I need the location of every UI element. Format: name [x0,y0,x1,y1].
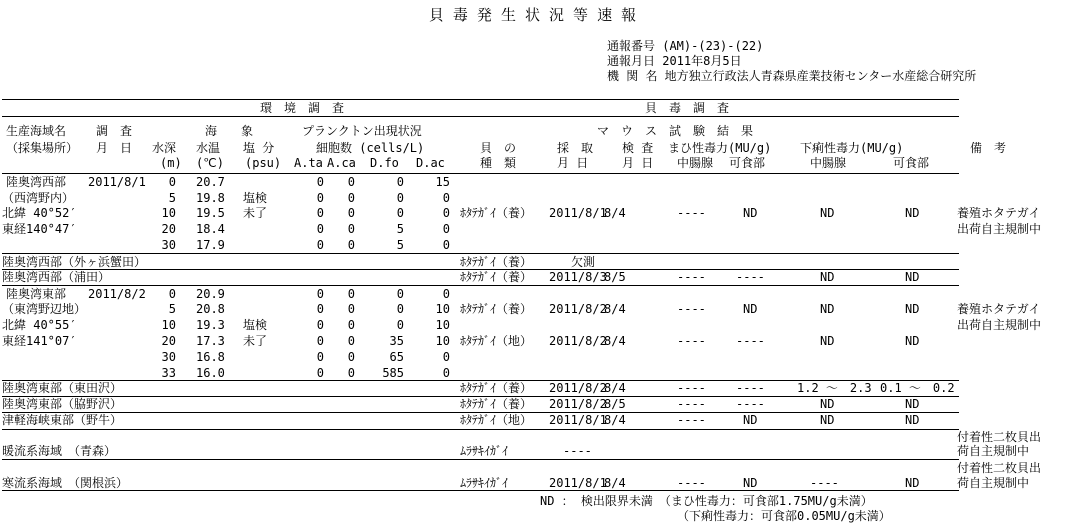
table-cell: ND [820,397,835,411]
table-cell: 0 [347,302,355,316]
table-cell: ---- [677,397,706,411]
header-top-line [2,99,959,100]
table-cell: ---- [677,302,706,316]
table-cell: 塩検 [243,191,268,205]
table-cell: 0 [347,334,355,348]
table-cell: ---- [677,381,706,395]
depth-unit: (m) [160,156,182,170]
table-cell: 20.7 [196,175,225,189]
table-cell: 陸奥湾東部 [6,287,67,301]
table-cell: 0 [396,287,404,301]
table-cell: ---- [677,334,706,348]
table-cell: 0 [396,302,404,316]
table-cell: 東経140°47′ [2,222,77,236]
table-cell: 5 [168,302,176,316]
table-cell: ND [905,334,920,348]
table-cell: 0 [347,350,355,364]
cells-header: 細胞数 (cells/L) [316,141,425,155]
sampling-header: 採 取 [557,141,594,155]
table-cell: 0 [316,318,324,332]
table-cell: 付着性二枚貝出 [957,430,1042,444]
table-cell: 0 [316,366,324,380]
site-header: （採集場所） [6,141,79,155]
table-cell: 0 [442,238,450,252]
table-cell: 8/4 [604,476,626,490]
table-cell: 陸奥湾西部（外ヶ浜蟹田） [2,255,147,269]
page-title: 貝 毒 発 生 状 況 等 速 報 [428,6,637,24]
table-cell: 19.8 [196,191,225,205]
table-cell: ---- [736,381,765,395]
table-cell: 陸奥湾西部（浦田） [2,270,111,284]
table-cell: ND [743,302,758,316]
table-cell: 陸奥湾東部（東田沢） [2,381,123,395]
table-cell: 2011/8/1 [549,413,607,427]
ata-header: A.ta [294,156,323,170]
row-separator [2,285,959,286]
table-cell: ﾎﾀﾃｶﾞｲ（養） [460,270,533,284]
test-header: 検 査 [622,141,654,155]
row-separator [2,459,959,460]
table-cell: 19.3 [196,318,225,332]
table-cell: 0 [316,175,324,189]
table-cell: 0 [442,222,450,236]
table-cell: 暖流系海域 （青森） [2,444,117,458]
table-cell: 0 [396,206,404,220]
row-separator [2,380,959,381]
salinity-header: 塩 分 [243,141,275,155]
table-cell: 津軽海峡東部（野牛） [2,413,123,427]
footnote-nd-psp: ND ： 検出限界未満 （まひ性毒力：可食部1.75MU/g未満） [540,494,873,508]
table-cell: 15 [435,175,450,189]
table-cell: 北緯 40°55′ [2,318,77,332]
table-cell: ---- [810,476,839,490]
table-cell: 0 [347,175,355,189]
table-cell: 0.1 ～ 0.2 [880,381,955,395]
table-cell: 付着性二枚貝出 [957,461,1042,475]
table-cell: 養殖ホタテガイ [957,302,1041,316]
table-cell: 0 [316,191,324,205]
psp-edible-header: 可食部 [729,156,766,170]
test-date-header: 月 日 [622,156,654,170]
table-cell: 30 [161,350,176,364]
table-cell: 北緯 40°52′ [2,206,77,220]
table-cell: ND [820,302,835,316]
table-cell: 33 [161,366,176,380]
table-cell: 20 [161,334,176,348]
table-cell: 585 [382,366,404,380]
table-cell: 0 [442,287,450,301]
table-cell: 16.8 [196,350,225,364]
table-cell: 20 [161,222,176,236]
table-cell: 0 [347,238,355,252]
table-cell: 未了 [243,206,268,220]
table-cell: 8/4 [604,381,626,395]
table-cell: ---- [736,334,765,348]
table-cell: ﾎﾀﾃｶﾞｲ（養） [460,255,533,269]
table-cell: 養殖ホタテガイ [957,206,1041,220]
shell-header: 貝 の [480,141,517,155]
table-cell: 荷自主規制中 [957,444,1030,458]
row-separator [2,396,959,397]
table-cell: 8/4 [604,206,626,220]
table-cell: ---- [563,444,592,458]
row-separator [2,269,959,270]
table-cell: 0 [442,366,450,380]
table-cell: 0 [168,175,176,189]
table-cell: ND [905,476,920,490]
row-separator [2,253,959,254]
table-cell: 0 [396,175,404,189]
table-cell: 2011/8/2 [88,287,146,301]
table-cell: 未了 [243,334,268,348]
table-cell: ﾑﾗｻｷｲｶﾞｲ [460,476,509,490]
header-divider-line [2,116,959,117]
table-cell: ND [820,270,835,284]
table-cell: ND [820,334,835,348]
table-cell: 5 [396,222,404,236]
table-cell: 陸奥湾東部（脇野沢） [2,397,123,411]
table-cell: ND [743,476,758,490]
psp-header: まひ性毒力(MU/g) [668,141,772,155]
table-cell: 0 [347,318,355,332]
table-cell: 出荷自主規制中 [957,222,1042,236]
remarks-header: 備 考 [970,141,1007,155]
row-separator [2,412,959,413]
shell-type-header: 種 類 [480,156,517,170]
report-number: 通報番号 (AM)-(23)-(22) [607,39,764,53]
table-cell: 東経141°07′ [2,334,77,348]
table-cell: 10 [161,206,176,220]
dfo-header: D.fo [370,156,399,170]
area-header: 生産海域名 [6,124,67,138]
table-cell: 0 [316,350,324,364]
table-cell: 0 [396,191,404,205]
table-cell: ﾑﾗｻｷｲｶﾞｲ [460,444,509,458]
table-cell: ND [820,206,835,220]
table-cell: 5 [168,191,176,205]
table-cell: 陸奥湾西部 [6,175,67,189]
dsp-mid-gland-header: 中腸腺 [810,156,847,170]
table-cell: ND [820,413,835,427]
table-cell: ND [905,397,920,411]
table-cell: 塩検 [243,318,268,332]
table-cell: ﾎﾀﾃｶﾞｲ（養） [460,397,533,411]
table-cell: 0 [347,366,355,380]
table-cell: 18.4 [196,222,225,236]
table-cell: 寒流系海域 （関根浜） [2,476,129,490]
dsp-edible-header: 可食部 [893,156,930,170]
table-cell: ﾎﾀﾃｶﾞｲ（地） [460,413,533,427]
table-cell: 8/5 [604,397,626,411]
table-cell: 0 [396,318,404,332]
table-cell: ---- [677,476,706,490]
table-cell: 0 [316,334,324,348]
table-cell: 0 [316,238,324,252]
table-cell: （西湾野内） [2,191,75,205]
header-bottom-line [2,173,959,174]
table-cell: 8/4 [604,334,626,348]
table-cell: 16.0 [196,366,225,380]
table-cell: ND [905,302,920,316]
table-cell: 2011/8/2 [549,381,607,395]
table-bottom-line [2,490,959,491]
report-date: 通報月日 2011年8月5日 [607,54,742,68]
table-cell: ﾎﾀﾃｶﾞｲ（地） [460,334,533,348]
table-cell: ND [905,413,920,427]
sampling-date-header: 月 日 [557,156,589,170]
dsp-header: 下痢性毒力(MU/g) [800,141,904,155]
table-cell: 1.2 ～ 2.3 [797,381,872,395]
table-cell: 10 [161,318,176,332]
table-cell: 2011/8/3 [549,270,607,284]
toxin-survey-header: 貝 毒 調 査 [645,101,730,115]
salinity-unit: (psu) [245,156,282,170]
table-cell: ND [905,270,920,284]
table-cell: 0 [347,191,355,205]
table-cell: 0 [316,222,324,236]
table-cell: 19.5 [196,206,225,220]
depth-header: 水深 [152,141,177,155]
table-cell: 5 [396,238,404,252]
table-cell: 0 [316,302,324,316]
table-cell: 20.9 [196,287,225,301]
table-cell: ---- [677,413,706,427]
table-cell: 欠測 [571,255,596,269]
table-cell: 10 [435,318,450,332]
row-separator [2,429,959,430]
table-cell: 0 [168,287,176,301]
table-cell: ND [743,413,758,427]
table-cell: 0 [316,287,324,301]
table-cell: 30 [161,238,176,252]
table-cell: 8/5 [604,270,626,284]
table-cell: 17.3 [196,334,225,348]
table-cell: 0 [442,191,450,205]
table-cell: 17.9 [196,238,225,252]
table-cell: ﾎﾀﾃｶﾞｲ（養） [460,381,533,395]
table-cell: 2011/8/1 [549,206,607,220]
table-cell: 10 [435,302,450,316]
table-cell: ---- [677,270,706,284]
table-cell: 0 [442,206,450,220]
table-cell: ﾎﾀﾃｶﾞｲ（養） [460,206,533,220]
table-cell: 2011/8/1 [549,476,607,490]
survey-header: 調 査 [96,124,133,138]
mouse-header: マ ウ ス 試 験 結 果 [597,124,754,138]
ocean-header: 海 象 [205,124,254,138]
table-cell: ---- [736,397,765,411]
survey-date-header: 月 日 [96,141,133,155]
table-cell: （東湾野辺地） [2,302,87,316]
table-cell: 2011/8/2 [549,334,607,348]
table-cell: 10 [435,334,450,348]
temp-unit: (℃) [196,156,224,170]
psp-mid-gland-header: 中腸腺 [677,156,714,170]
agency: 機 関 名 地方独立行政法人青森県産業技術センター水産総合研究所 [607,69,977,83]
table-cell: 20.8 [196,302,225,316]
plankton-header: プランクトン出現状況 [302,124,422,138]
table-cell: 35 [389,334,404,348]
table-cell: 2011/8/2 [549,302,607,316]
table-cell: 0 [347,222,355,236]
table-cell: 0 [442,350,450,364]
table-cell: 0 [316,206,324,220]
table-cell: ND [905,206,920,220]
table-cell: 8/4 [604,302,626,316]
footnote-dsp: （下痢性毒力：可食部0.05MU/g未満） [677,509,891,523]
table-cell: ﾎﾀﾃｶﾞｲ（養） [460,302,533,316]
env-survey-header: 環 境 調 査 [260,101,345,115]
table-cell: 0 [347,206,355,220]
table-cell: ---- [677,206,706,220]
table-cell: 0 [347,287,355,301]
aca-header: A.ca [327,156,356,170]
table-cell: 8/4 [604,413,626,427]
table-cell: 荷自主規制中 [957,476,1030,490]
temp-header: 水温 [196,141,221,155]
table-cell: 出荷自主規制中 [957,318,1042,332]
table-cell: ND [743,206,758,220]
table-cell: 2011/8/2 [549,397,607,411]
dac-header: D.ac [416,156,445,170]
table-cell: ---- [736,270,765,284]
table-cell: 2011/8/1 [88,175,146,189]
table-cell: 65 [389,350,404,364]
